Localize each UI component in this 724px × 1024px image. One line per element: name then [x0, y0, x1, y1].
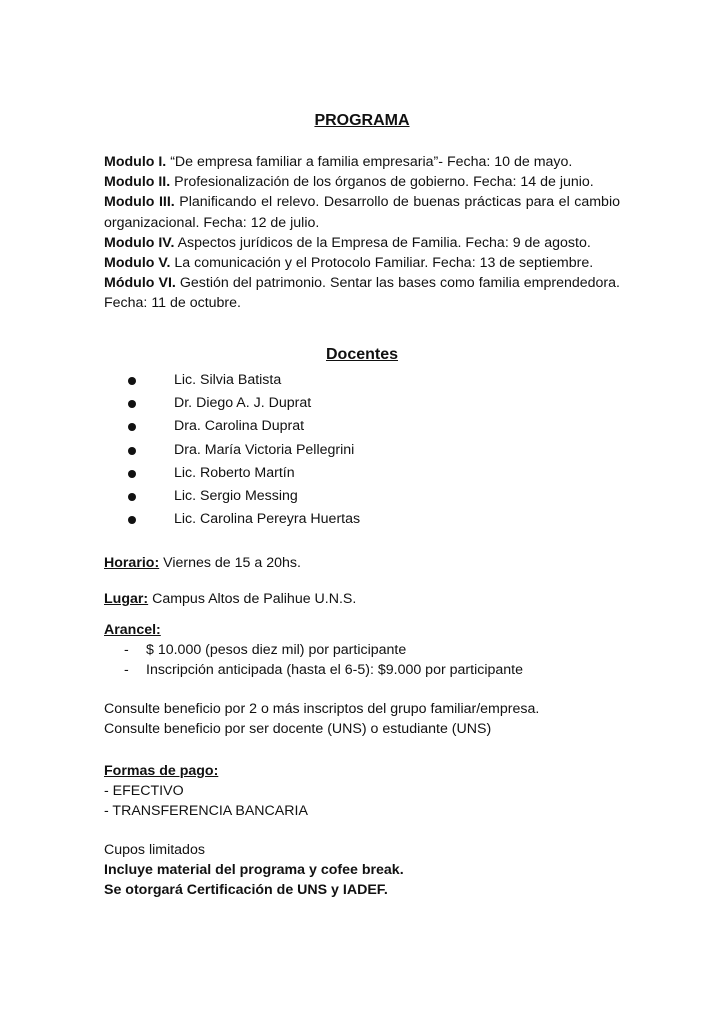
module-label: Modulo II. [104, 174, 171, 191]
formas-pago-label: Formas de pago: [104, 763, 219, 779]
horario-label: Horario: [104, 555, 160, 571]
module-item [104, 172, 620, 192]
module-text: “De empresa familiar a familia empresaria”- Fecha: 10 de mayo. [166, 154, 573, 170]
docentes-list [124, 369, 360, 531]
programa-title: PROGRAMA [314, 112, 410, 129]
module-text: Profesionalización de los órganos de gobierno. Fecha: 14 de junio. [170, 174, 594, 191]
module-text: La comunicación y el Protocolo Familiar. Fecha: 13 de septiembre. [170, 255, 594, 272]
cupos-line: Cupos limitados [104, 842, 205, 858]
module-item [104, 233, 620, 253]
consulte-line: Consulte beneficio por 2 o más inscriptos del grupo familiar/empresa. [104, 701, 540, 717]
docente-item: Lic. Carolina Pereyra Huertas [124, 508, 360, 531]
incluye-line: Incluye material del programa y cofee break. [104, 862, 404, 879]
horario-value: Viernes de 15 a 20hs. [159, 555, 301, 571]
arancel-item: - $ 10.000 (pesos diez mil) por participante [104, 640, 523, 660]
cierre-section [104, 840, 404, 901]
module-text: Gestión del patrimonio. Sentar las bases como familia emprendedora. Fecha: 11 de octubre. [104, 275, 620, 312]
horario-line [104, 553, 301, 573]
docente-item: Dra. María Victoria Pellegrini [124, 439, 360, 462]
docente-item: Lic. Silvia Batista [124, 369, 360, 392]
consulte-line: Consulte beneficio por ser docente (UNS) o estudiante (UNS) [104, 721, 492, 738]
module-item [104, 273, 620, 313]
docente-item: Dra. Carolina Duprat [124, 415, 360, 438]
module-label: Modulo III. [104, 194, 175, 211]
docente-item: Dr. Diego A. J. Duprat [124, 392, 360, 415]
formas-pago-item: - EFECTIVO [104, 783, 184, 800]
certificacion-line: Se otorgará Certificación de UNS y IADEF. [104, 882, 388, 899]
module-item [104, 192, 620, 232]
docente-item: Lic. Sergio Messing [124, 485, 360, 508]
consulte-section [104, 699, 539, 739]
module-text: Planificando el relevo. Desarrollo de buenas prácticas para el cambio organizacional. Fecha: 12 de julio. [104, 194, 620, 231]
module-label: Módulo VI. [104, 275, 176, 292]
lugar-line [104, 589, 356, 609]
arancel-list [104, 640, 523, 680]
arancel-section [104, 620, 523, 681]
module-label: Modulo I. [104, 154, 167, 170]
formas-pago-section [104, 761, 308, 822]
docentes-title: Docentes [325, 346, 399, 363]
lugar-label: Lugar: [104, 591, 149, 607]
module-item [104, 253, 620, 273]
module-label: Modulo IV. [104, 234, 175, 251]
modules-list [104, 152, 620, 314]
formas-pago-item: - TRANSFERENCIA BANCARIA [104, 803, 308, 820]
lugar-value: Campus Altos de Palihue U.N.S. [148, 591, 357, 607]
module-text: Aspectos jurídicos de la Empresa de Familia. Fecha: 9 de agosto. [174, 234, 591, 251]
module-label: Modulo V. [104, 255, 171, 272]
module-item [104, 152, 620, 172]
arancel-item: - Inscripción anticipada (hasta el 6-5): $9.000 por participante [104, 660, 523, 680]
docente-item: Lic. Roberto Martín [124, 462, 360, 485]
arancel-label: Arancel: [104, 622, 161, 638]
